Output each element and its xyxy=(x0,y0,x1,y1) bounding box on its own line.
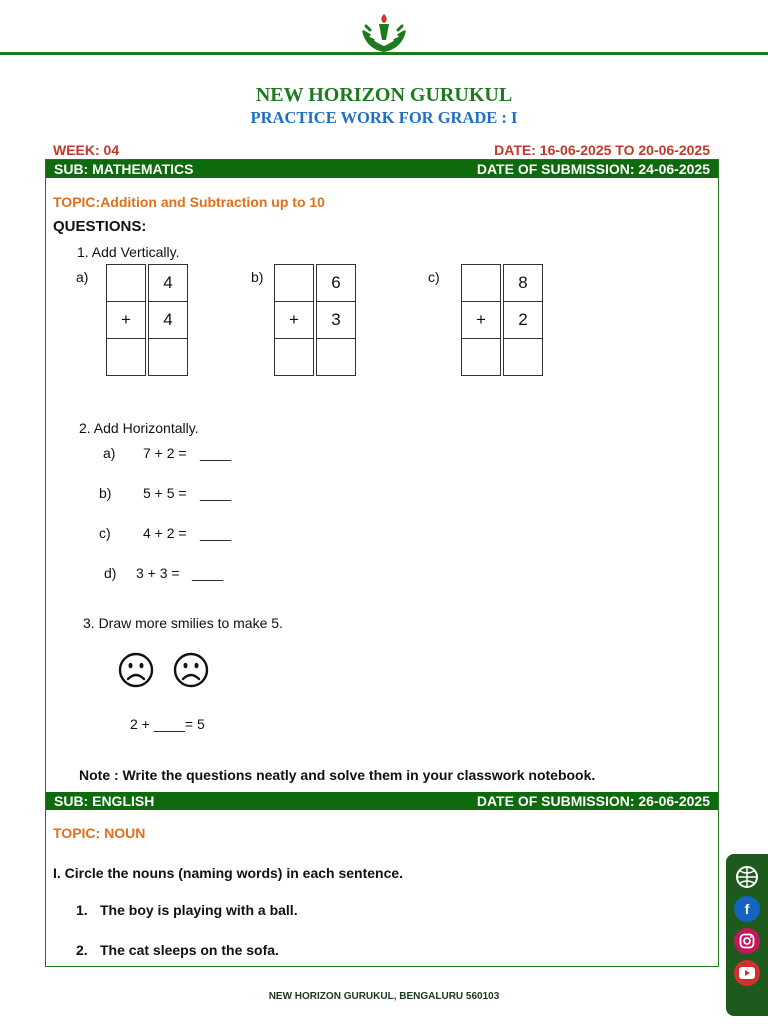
addend-top: 4 xyxy=(148,264,188,302)
date-range: DATE: 16-06-2025 TO 20-06-2025 xyxy=(494,142,710,158)
sentence-number: 2. xyxy=(76,942,88,958)
plus-sign: + xyxy=(274,302,314,339)
answer-blank: ____ xyxy=(200,485,232,501)
sad-face-icon xyxy=(118,652,154,688)
addend-bottom: 2 xyxy=(503,302,543,339)
questions-heading: QUESTIONS: xyxy=(53,218,147,235)
answer-blank: ____ xyxy=(200,525,232,541)
english-submission-date: DATE OF SUBMISSION: 26-06-2025 xyxy=(476,793,710,809)
header-rule xyxy=(0,52,768,55)
vertical-addition-b xyxy=(272,264,358,376)
q2-title: 2. Add Horizontally. xyxy=(79,420,199,436)
facebook-icon[interactable] xyxy=(734,896,760,922)
youtube-icon[interactable] xyxy=(734,960,760,986)
worksheet-subtitle: PRACTICE WORK FOR GRADE : I xyxy=(250,108,518,127)
sentence-text: The cat sleeps on the sofa. xyxy=(100,942,279,958)
school-logo xyxy=(358,12,410,56)
maths-topic: TOPIC:Addition and Subtraction up to 10 xyxy=(53,194,325,210)
answer-blank: ____ xyxy=(192,565,224,581)
answer-box xyxy=(148,339,188,376)
addend-top: 6 xyxy=(316,264,356,302)
q2-expression: 5 + 5 = xyxy=(143,485,187,501)
q2-expression: 3 + 3 = xyxy=(136,565,180,581)
maths-header-band xyxy=(46,160,718,178)
answer-box xyxy=(503,339,543,376)
q3-equation: 2 + ____= 5 xyxy=(130,716,205,732)
maths-note: Note : Write the questions neatly and solve them in your classwork notebook. xyxy=(79,767,596,783)
website-icon[interactable] xyxy=(734,864,760,890)
q1-label-c: c) xyxy=(428,269,440,285)
facebook-glyph: f xyxy=(744,901,750,917)
social-links-bar xyxy=(726,854,768,1016)
english-topic: TOPIC: NOUN xyxy=(53,825,146,841)
q1-label-b: b) xyxy=(251,269,264,285)
answer-box xyxy=(274,339,314,376)
addend-top: 8 xyxy=(503,264,543,302)
maths-submission-date: DATE OF SUBMISSION: 24-06-2025 xyxy=(476,161,710,177)
q3-title: 3. Draw more smilies to make 5. xyxy=(83,615,283,631)
english-header-band xyxy=(46,792,718,810)
footer-address: NEW HORIZON GURUKUL, BENGALURU 560103 xyxy=(268,991,500,1002)
addend-bottom: 4 xyxy=(148,302,188,339)
instagram-icon[interactable] xyxy=(734,928,760,954)
answer-box xyxy=(106,339,146,376)
plus-sign: + xyxy=(106,302,146,339)
q1-label-a: a) xyxy=(76,269,89,285)
q2-label: b) xyxy=(99,485,112,501)
q2-label: a) xyxy=(103,445,116,461)
q1-title: 1. Add Vertically. xyxy=(77,244,180,260)
sentence-text: The boy is playing with a ball. xyxy=(100,902,298,918)
maths-subject: SUB: MATHEMATICS xyxy=(54,161,194,177)
english-subject: SUB: ENGLISH xyxy=(54,793,155,809)
vertical-addition-a xyxy=(104,264,190,376)
vertical-addition-c xyxy=(459,264,545,376)
sad-face-icon xyxy=(173,652,209,688)
english-instruction: I. Circle the nouns (naming words) in each sentence. xyxy=(53,865,404,881)
addend-bottom: 3 xyxy=(316,302,356,339)
answer-blank: ____ xyxy=(200,445,232,461)
week-label: WEEK: 04 xyxy=(53,142,120,158)
sentence-number: 1. xyxy=(76,902,88,918)
answer-box xyxy=(461,339,501,376)
school-name: NEW HORIZON GURUKUL xyxy=(255,84,513,106)
answer-box xyxy=(316,339,356,376)
q2-expression: 4 + 2 = xyxy=(143,525,187,541)
plus-sign: + xyxy=(461,302,501,339)
q2-label: d) xyxy=(104,565,117,581)
q2-label: c) xyxy=(99,525,111,541)
q2-expression: 7 + 2 = xyxy=(143,445,187,461)
